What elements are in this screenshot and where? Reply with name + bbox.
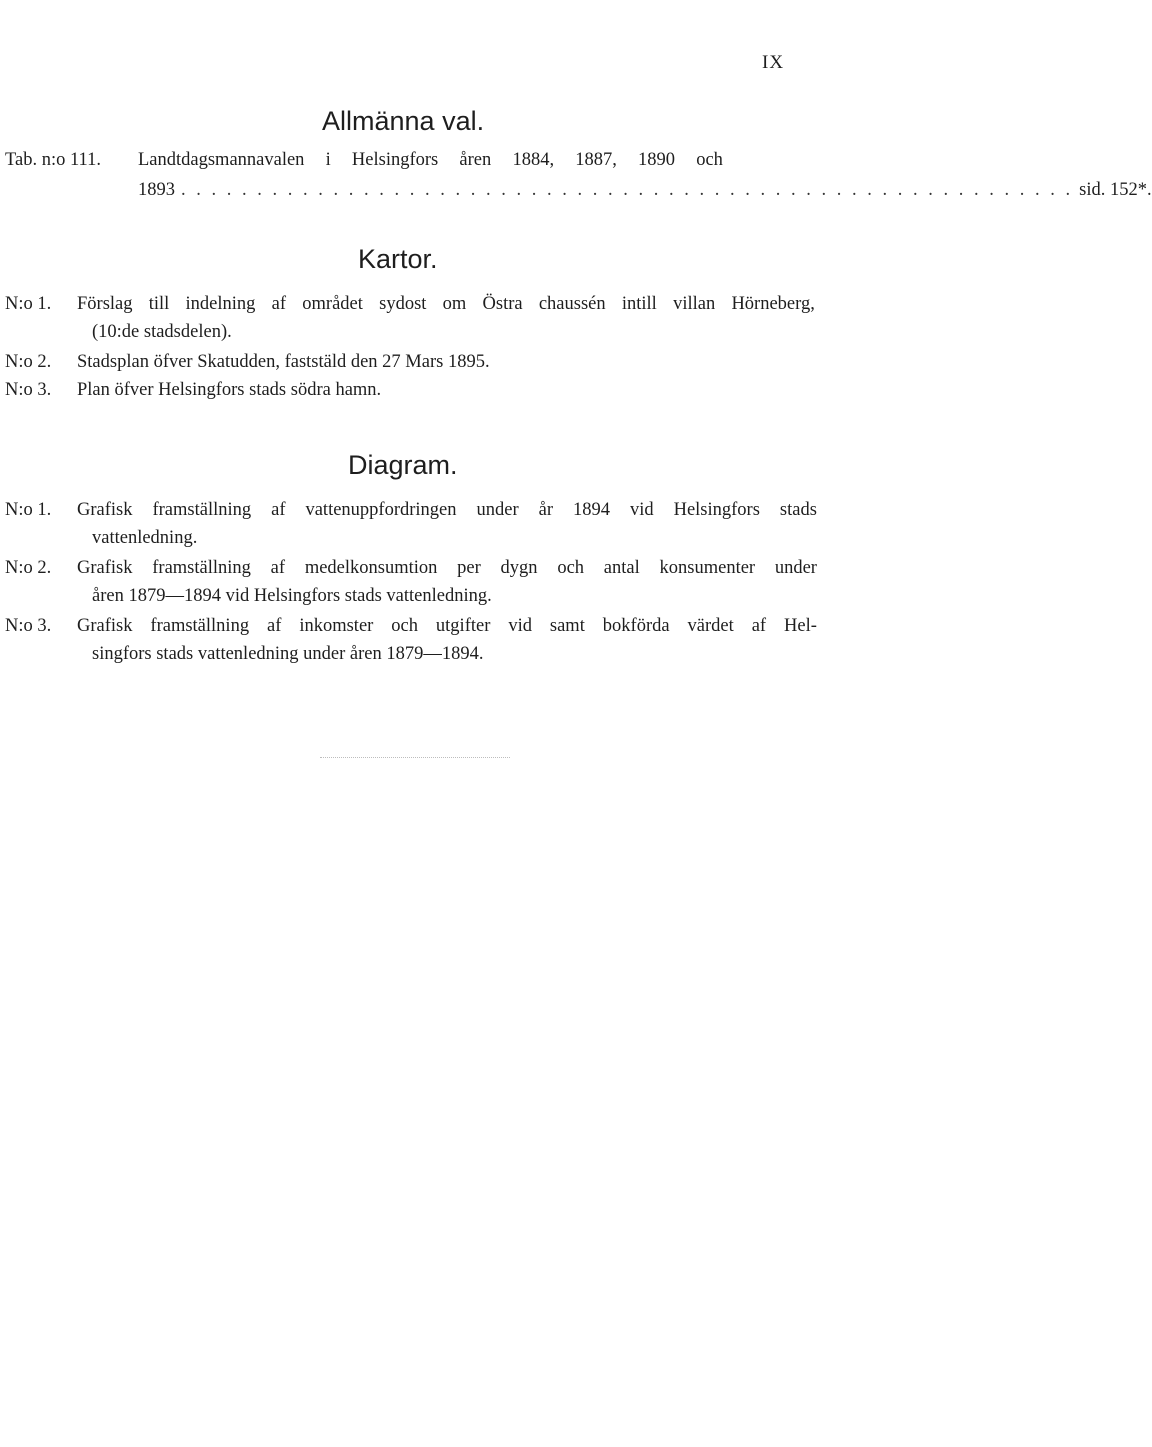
word: sydost: [379, 294, 427, 314]
word: af: [270, 558, 286, 578]
word: Helsingfors: [673, 500, 760, 520]
page-reference: sid. 152*.: [1079, 180, 1152, 200]
word: 1894: [572, 500, 610, 520]
entry-line-kartor-1a: [77, 294, 815, 315]
entry-line-kartor-2: Stadsplan öfver Skatudden, faststäld den 27 Mars 1895.: [77, 352, 490, 372]
entry-text: 1893: [138, 180, 175, 200]
word: Grafisk: [77, 500, 133, 520]
entry-label-diagram-3: N:o 3.: [5, 616, 52, 636]
entry-line-diagram-3a: [77, 616, 817, 637]
word: åren: [459, 150, 492, 170]
entry-line-kartor-3: Plan öfver Helsingfors stads södra hamn.: [77, 380, 382, 400]
entry-line-kartor-1b: (10:de stadsdelen).: [92, 322, 232, 342]
word: 1890: [638, 150, 676, 170]
scan-artifact-divider: [320, 757, 510, 760]
word: chaussén: [538, 294, 606, 314]
word: området: [302, 294, 363, 314]
word: vattenuppfordringen: [305, 500, 457, 520]
word: intill: [621, 294, 657, 314]
word: Helsingfors: [351, 150, 439, 170]
word: Östra: [482, 294, 523, 314]
word: inkomster: [299, 616, 374, 636]
word: under: [774, 558, 817, 578]
word: samt: [549, 616, 585, 636]
word: vid: [629, 500, 654, 520]
entry-line-diagram-3b: singfors stads vattenledning under åren 1879—1894.: [92, 644, 484, 664]
word: 1884,: [512, 150, 555, 170]
word: och: [696, 150, 723, 170]
word: framställning: [150, 616, 250, 636]
word: värdet: [687, 616, 734, 636]
word: Förslag: [77, 294, 133, 314]
word: medelkonsumtion: [304, 558, 438, 578]
word: af: [267, 616, 282, 636]
word: dygn: [500, 558, 538, 578]
entry-line-allmanna-2: [138, 180, 1152, 201]
section-heading-allmanna-val: Allmänna val.: [322, 106, 485, 136]
word: bokförda: [602, 616, 670, 636]
entry-line-diagram-1a: [77, 500, 817, 521]
section-heading-kartor: Kartor.: [358, 244, 438, 274]
word: antal: [603, 558, 640, 578]
word: 1887,: [575, 150, 617, 170]
word: om: [442, 294, 467, 314]
word: och: [557, 558, 585, 578]
word: framställning: [152, 500, 252, 520]
word: indelning: [185, 294, 256, 314]
entry-label-kartor-1: N:o 1.: [5, 294, 52, 314]
word: vid: [508, 616, 532, 636]
entry-line-diagram-2b: åren 1879—1894 vid Helsingfors stads vattenledning.: [92, 586, 492, 606]
word: Hel-: [784, 616, 817, 636]
word: och: [391, 616, 418, 636]
word: Grafisk: [77, 616, 133, 636]
entry-label-diagram-2: N:o 2.: [5, 558, 52, 578]
word: konsumenter: [659, 558, 756, 578]
word: af: [751, 616, 767, 636]
entry-line-diagram-2a: [77, 558, 817, 579]
word: af: [271, 294, 287, 314]
entry-line-allmanna-1: [138, 150, 723, 171]
entry-label-kartor-2: N:o 2.: [5, 352, 52, 372]
word: i: [325, 150, 331, 170]
word: till: [148, 294, 170, 314]
word: stads: [779, 500, 817, 520]
entry-line-diagram-1b: vattenledning.: [92, 528, 198, 548]
word: af: [271, 500, 286, 520]
word: Landtdagsmannavalen: [138, 150, 305, 170]
word: framställning: [152, 558, 251, 578]
word: år: [538, 500, 553, 520]
page-number: IX: [762, 52, 785, 73]
entry-label-kartor-3: N:o 3.: [5, 380, 52, 400]
word: Grafisk: [77, 558, 133, 578]
word: Hörneberg,: [731, 294, 815, 314]
entry-label-tab-111: Tab. n:o 111.: [5, 150, 101, 170]
word: per: [457, 558, 481, 578]
dot-leader: . . . . . . . . . . . . . . . . . . . . . . . . . . . . . . . . . . . . . . . . . . . . . . . . . . . . . . . . . . .: [181, 180, 1074, 200]
section-heading-diagram: Diagram.: [348, 450, 458, 480]
word: utgifter: [435, 616, 491, 636]
entry-label-diagram-1: N:o 1.: [5, 500, 52, 520]
word: under: [476, 500, 519, 520]
word: villan: [673, 294, 716, 314]
